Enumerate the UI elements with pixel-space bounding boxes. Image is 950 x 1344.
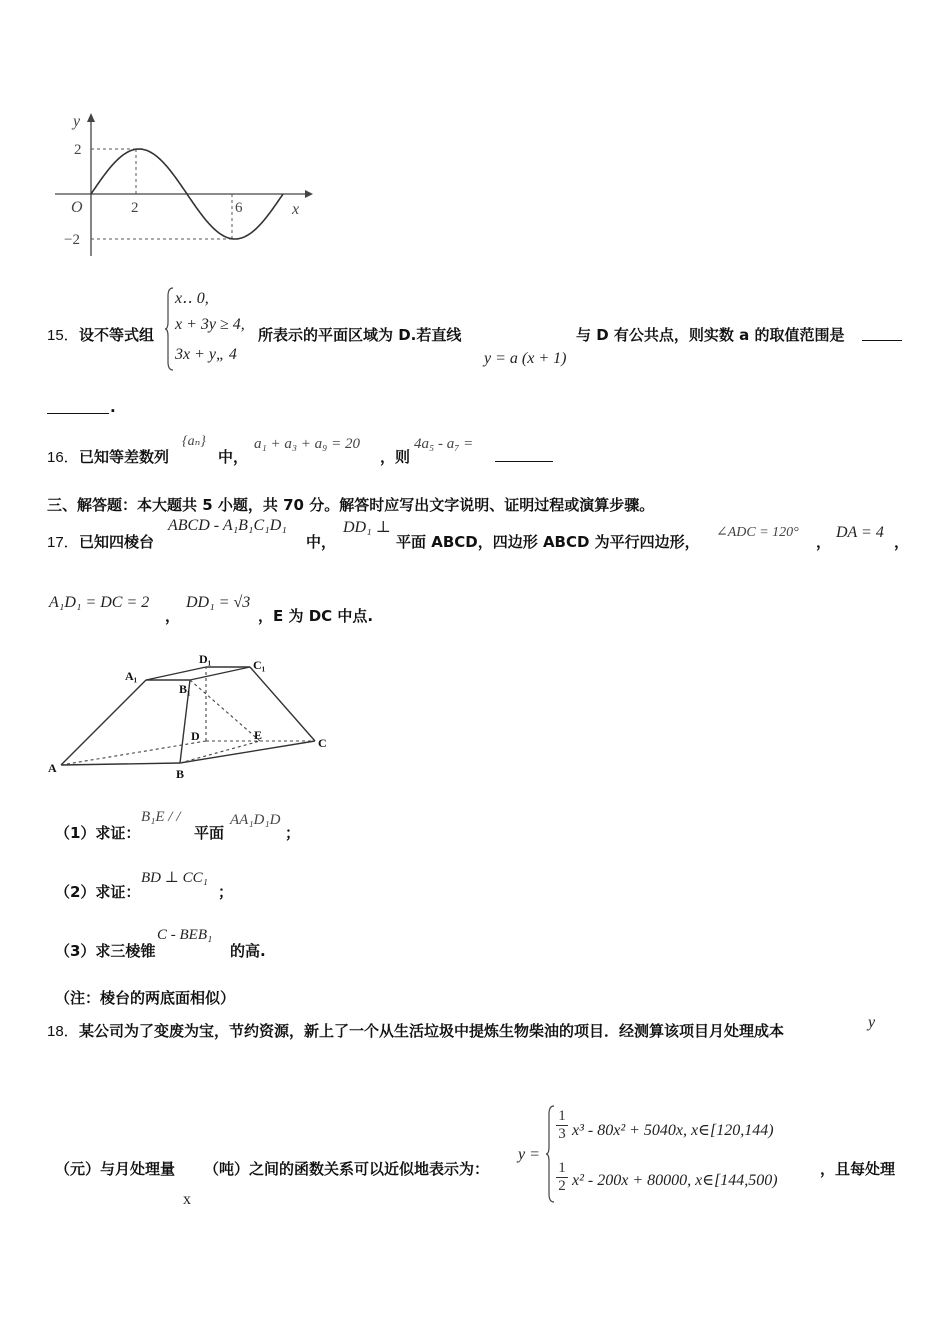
q17-part-2-label: （2）求证：: [55, 883, 141, 901]
q15-text-3: 与 D 有公共点，则实数 a 的取值范围是: [576, 326, 845, 344]
q17-part-2-math: BD ⊥ CC₁: [141, 870, 208, 886]
q17-part-1-math-1: B₁E / /: [141, 809, 181, 825]
x-axis-label: x: [292, 201, 300, 218]
frustum-figure: [45, 650, 345, 785]
q16-sequence: {aₙ}: [182, 434, 206, 449]
edge-ab: [61, 763, 180, 765]
q17-part-3-math: C - BEB₁: [157, 927, 213, 943]
q17-part-2-end: ；: [218, 883, 234, 901]
q17-dd1: DD₁ = √3: [186, 594, 251, 611]
q17-part-3-label: （3）求三棱锥: [55, 942, 156, 960]
q18-x-variable: x: [183, 1191, 191, 1208]
q17-part-3-end: 的高.: [230, 942, 266, 960]
q18-y-variable: y: [868, 1014, 876, 1031]
q18-row-2: x² - 200x + 80000, x∈[144,500): [572, 1172, 778, 1189]
vertex-a1: A₁: [125, 669, 138, 683]
q15-system-brace: [165, 286, 175, 372]
vertex-e: E: [254, 728, 263, 742]
q17-sep-2: ，: [894, 533, 910, 551]
vertex-a: A: [48, 761, 57, 775]
q16-text-1: 已知等差数列: [79, 448, 170, 466]
q18-text-4: ，且每处理: [820, 1160, 896, 1178]
q17-part-1-math-2: AA₁D₁D: [230, 812, 281, 828]
y-min-label: −2: [64, 232, 80, 248]
q15-line-equation: y = a (x + 1): [484, 350, 567, 367]
q16-expression: 4a₅ - a₇ =: [414, 436, 474, 452]
q17-part-1-text: 平面: [194, 824, 225, 842]
edge-aa1: [61, 680, 146, 765]
q17-sep-1: ，: [816, 533, 832, 551]
q17-perpendicular: DD₁ ⊥: [343, 519, 391, 536]
q16-text-2: 中，: [218, 448, 249, 466]
q18-piecewise-brace: [546, 1104, 556, 1204]
q18-y-equals: y =: [518, 1146, 540, 1163]
y-max-label: 2: [74, 142, 82, 158]
q18-text-2: （元）与月处理量: [55, 1160, 176, 1178]
y-axis-arrow: [87, 113, 95, 122]
q15-ineq-3: 3x + y„ 4: [175, 346, 237, 363]
q16-answer-blank[interactable]: [495, 461, 553, 462]
q18-text-3: （吨）之间的函数关系可以近似地表示为：: [204, 1160, 490, 1178]
q15-text-2: 所表示的平面区域为 D.若直线: [258, 326, 462, 344]
q17-part-1-label: （1）求证：: [55, 824, 141, 842]
q15-number: 15．: [47, 327, 79, 344]
q18-row-2-denominator: 2: [558, 1178, 566, 1194]
x-axis-arrow: [305, 190, 313, 198]
q18-number: 18．: [47, 1023, 79, 1040]
q15-ineq-2: x + 3y ≥ 4,: [175, 316, 245, 333]
q17-solid: ABCD - A₁B₁C₁D₁: [168, 517, 287, 534]
q18-row-1-fraction: [556, 1108, 568, 1143]
q17-part-1-end: ；: [285, 824, 301, 842]
x-peak-label: 2: [131, 200, 139, 216]
q15-end: .: [110, 398, 116, 416]
section-3-heading: 三、解答题：本大题共 5 小题，共 70 分。解答时应写出文字说明、证明过程或演算步骤。: [47, 496, 655, 514]
q17-angle: ∠ADC = 120°: [716, 525, 799, 540]
x-trough-label: 6: [235, 200, 243, 216]
q18-row-2-numerator: 1: [556, 1160, 568, 1178]
edge-ad-hidden: [61, 741, 206, 765]
q18-row-1: x³ - 80x² + 5040x, x∈[120,144): [572, 1122, 774, 1139]
q16-condition: a₁ + a₃ + a₉ = 20: [254, 436, 361, 452]
q17-sep-3: ，: [165, 607, 181, 625]
edge-bc: [180, 741, 315, 763]
q16-number: 16．: [47, 449, 79, 466]
origin-label: O: [71, 199, 83, 216]
vertex-d: D: [191, 729, 200, 743]
q15-ineq-1: x‥ 0,: [175, 290, 209, 307]
q18-row-2-fraction: [556, 1160, 568, 1195]
q17-number: 17．: [47, 534, 79, 551]
q15-answer-blank-2[interactable]: [47, 413, 109, 414]
q18-row-1-denominator: 3: [558, 1126, 566, 1142]
q17-text-3: 平面 ABCD，四边形 ABCD 为平行四边形，: [396, 533, 700, 551]
q16-text-3: ，则: [380, 448, 411, 466]
q18-text-1: 某公司为了变废为宝，节约资源，新上了一个从生活垃圾中提炼生物柴油的项目．经测算该项目月处理成本: [79, 1022, 785, 1040]
q15-text-1: 设不等式组: [79, 326, 155, 344]
q17-text-2: 中，: [306, 533, 337, 551]
q18-row-1-numerator: 1: [556, 1108, 568, 1126]
vertex-b: B: [176, 767, 185, 781]
y-axis-label: y: [73, 113, 81, 130]
vertex-b1: B₁: [179, 682, 191, 696]
q15-answer-blank-1[interactable]: [862, 340, 902, 341]
sine-graph: [40, 108, 320, 268]
q17-da: DA = 4: [836, 524, 884, 541]
q17-text-1: 已知四棱台: [79, 533, 155, 551]
vertex-d1: D₁: [199, 652, 212, 666]
q17-lengths: A₁D₁ = DC = 2: [49, 594, 150, 611]
edge-b1e-hidden: [190, 680, 263, 742]
vertex-c1: C₁: [253, 658, 266, 672]
q17-text-4: ，E 为 DC 中点.: [258, 607, 374, 625]
q17-note: （注：棱台的两底面相似）: [55, 989, 236, 1007]
vertex-c: C: [318, 736, 327, 750]
